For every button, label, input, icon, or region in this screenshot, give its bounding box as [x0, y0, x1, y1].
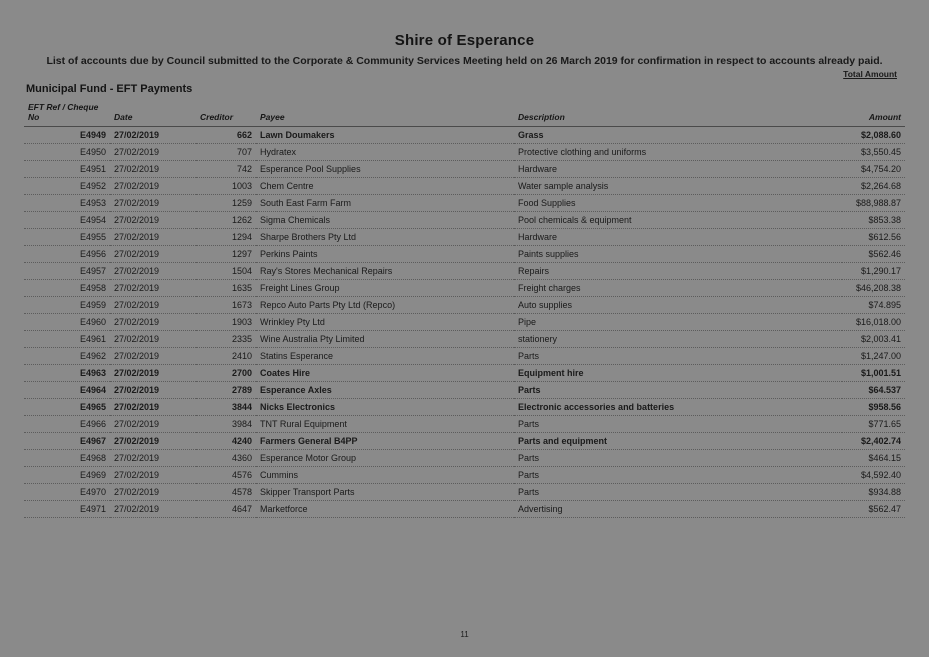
- cell-eft-ref: E4969: [24, 466, 110, 483]
- table-row: [24, 466, 905, 483]
- cell-payee: Farmers General B4PP: [256, 432, 514, 449]
- table-row: [24, 330, 905, 347]
- cell-description: Electronic accessories and batteries: [514, 398, 842, 415]
- cell-amount: $1,001.51: [842, 364, 905, 381]
- cell-eft-ref: E4966: [24, 415, 110, 432]
- cell-creditor: 1903: [196, 313, 256, 330]
- cell-creditor: 4240: [196, 432, 256, 449]
- cell-date: 27/02/2019: [110, 194, 196, 211]
- cell-creditor: 662: [196, 126, 256, 143]
- cell-payee: Freight Lines Group: [256, 279, 514, 296]
- cell-payee: South East Farm Farm: [256, 194, 514, 211]
- table-row: [24, 398, 905, 415]
- section-title: Municipal Fund - EFT Payments: [26, 83, 193, 95]
- cell-creditor: 2410: [196, 347, 256, 364]
- cell-eft-ref: E4959: [24, 296, 110, 313]
- cell-date: 27/02/2019: [110, 330, 196, 347]
- cell-date: 27/02/2019: [110, 415, 196, 432]
- cell-payee: Esperance Motor Group: [256, 449, 514, 466]
- table-row: [24, 177, 905, 194]
- table-header-row: [24, 103, 905, 126]
- cell-description: Protective clothing and uniforms: [514, 143, 842, 160]
- cell-payee: Marketforce: [256, 500, 514, 517]
- cell-eft-ref: E4954: [24, 211, 110, 228]
- cell-description: Food Supplies: [514, 194, 842, 211]
- cell-date: 27/02/2019: [110, 432, 196, 449]
- cell-description: Hardware: [514, 160, 842, 177]
- table-header: [24, 103, 905, 126]
- cell-payee: Cummins: [256, 466, 514, 483]
- table-row: [24, 449, 905, 466]
- cell-creditor: 2335: [196, 330, 256, 347]
- page-subtitle: List of accounts due by Council submitted to the Corporate & Community Services Meeting held on 26 March 2019 for confirmation in respect to accounts already paid.: [46, 55, 883, 67]
- cell-date: 27/02/2019: [110, 364, 196, 381]
- cell-date: 27/02/2019: [110, 228, 196, 245]
- cell-date: 27/02/2019: [110, 279, 196, 296]
- cell-payee: Skipper Transport Parts: [256, 483, 514, 500]
- cell-amount: $88,988.87: [842, 194, 905, 211]
- cell-amount: $46,208.38: [842, 279, 905, 296]
- cell-creditor: 1294: [196, 228, 256, 245]
- cell-payee: Esperance Pool Supplies: [256, 160, 514, 177]
- cell-amount: $16,018.00: [842, 313, 905, 330]
- cell-creditor: 1003: [196, 177, 256, 194]
- cell-amount: $74.895: [842, 296, 905, 313]
- cell-description: Auto supplies: [514, 296, 842, 313]
- cell-amount: $3,550.45: [842, 143, 905, 160]
- cell-description: Water sample analysis: [514, 177, 842, 194]
- cell-amount: $64.537: [842, 381, 905, 398]
- cell-amount: $612.56: [842, 228, 905, 245]
- cell-description: Parts and equipment: [514, 432, 842, 449]
- cell-amount: $771.65: [842, 415, 905, 432]
- cell-amount: $958.56: [842, 398, 905, 415]
- cell-amount: $562.46: [842, 245, 905, 262]
- cell-eft-ref: E4970: [24, 483, 110, 500]
- cell-payee: Sharpe Brothers Pty Ltd: [256, 228, 514, 245]
- column-header-description: Description: [514, 103, 842, 126]
- cell-payee: Ray's Stores Mechanical Repairs: [256, 262, 514, 279]
- cell-payee: TNT Rural Equipment: [256, 415, 514, 432]
- accounts-table: [24, 103, 905, 518]
- cell-payee: Repco Auto Parts Pty Ltd (Repco): [256, 296, 514, 313]
- cell-eft-ref: E4964: [24, 381, 110, 398]
- cell-payee: Esperance Axles: [256, 381, 514, 398]
- cell-payee: Chem Centre: [256, 177, 514, 194]
- cell-description: Pool chemicals & equipment: [514, 211, 842, 228]
- table-row: [24, 500, 905, 517]
- cell-payee: Coates Hire: [256, 364, 514, 381]
- cell-description: Hardware: [514, 228, 842, 245]
- column-header-creditor: Creditor: [196, 103, 256, 126]
- table-row: [24, 347, 905, 364]
- cell-description: Grass: [514, 126, 842, 143]
- cell-creditor: 1259: [196, 194, 256, 211]
- cell-creditor: 1673: [196, 296, 256, 313]
- table-row: [24, 364, 905, 381]
- cell-date: 27/02/2019: [110, 466, 196, 483]
- table-row: [24, 279, 905, 296]
- table-row: [24, 245, 905, 262]
- table-row: [24, 211, 905, 228]
- cell-payee: Wrinkley Pty Ltd: [256, 313, 514, 330]
- table-row: [24, 126, 905, 143]
- table-row: [24, 415, 905, 432]
- cell-date: 27/02/2019: [110, 483, 196, 500]
- cell-description: Advertising: [514, 500, 842, 517]
- cell-payee: Perkins Paints: [256, 245, 514, 262]
- cell-creditor: 3844: [196, 398, 256, 415]
- cell-eft-ref: E4963: [24, 364, 110, 381]
- table-body: [24, 126, 905, 517]
- cell-creditor: 707: [196, 143, 256, 160]
- cell-creditor: 1635: [196, 279, 256, 296]
- cell-creditor: 2789: [196, 381, 256, 398]
- cell-description: Parts: [514, 466, 842, 483]
- cell-payee: Statins Esperance: [256, 347, 514, 364]
- cell-creditor: 1262: [196, 211, 256, 228]
- cell-amount: $2,264.68: [842, 177, 905, 194]
- cell-description: Parts: [514, 449, 842, 466]
- cell-eft-ref: E4961: [24, 330, 110, 347]
- cell-eft-ref: E4952: [24, 177, 110, 194]
- cell-description: Freight charges: [514, 279, 842, 296]
- page-title: Shire of Esperance: [394, 32, 535, 49]
- cell-date: 27/02/2019: [110, 449, 196, 466]
- column-header-amount: Amount: [842, 103, 905, 126]
- cell-amount: $853.38: [842, 211, 905, 228]
- table-row: [24, 313, 905, 330]
- cell-date: 27/02/2019: [110, 347, 196, 364]
- cell-date: 27/02/2019: [110, 500, 196, 517]
- cell-payee: Sigma Chemicals: [256, 211, 514, 228]
- cell-eft-ref: E4962: [24, 347, 110, 364]
- cell-date: 27/02/2019: [110, 381, 196, 398]
- cell-date: 27/02/2019: [110, 160, 196, 177]
- cell-eft-ref: E4951: [24, 160, 110, 177]
- cell-description: Paints supplies: [514, 245, 842, 262]
- cell-creditor: 4576: [196, 466, 256, 483]
- page-number: 11: [460, 630, 469, 639]
- cell-creditor: 4578: [196, 483, 256, 500]
- table-row: [24, 194, 905, 211]
- table-row: [24, 143, 905, 160]
- cell-payee: Hydratex: [256, 143, 514, 160]
- cell-creditor: 1504: [196, 262, 256, 279]
- cell-date: 27/02/2019: [110, 262, 196, 279]
- cell-date: 27/02/2019: [110, 398, 196, 415]
- cell-date: 27/02/2019: [110, 296, 196, 313]
- total-amount-label: Total Amount: [843, 69, 897, 79]
- cell-payee: Nicks Electronics: [256, 398, 514, 415]
- cell-amount: $2,088.60: [842, 126, 905, 143]
- cell-date: 27/02/2019: [110, 245, 196, 262]
- cell-eft-ref: E4950: [24, 143, 110, 160]
- cell-eft-ref: E4971: [24, 500, 110, 517]
- cell-date: 27/02/2019: [110, 177, 196, 194]
- cell-date: 27/02/2019: [110, 211, 196, 228]
- cell-description: Pipe: [514, 313, 842, 330]
- cell-eft-ref: E4949: [24, 126, 110, 143]
- cell-amount: $1,290.17: [842, 262, 905, 279]
- cell-amount: $2,003.41: [842, 330, 905, 347]
- cell-description: Parts: [514, 381, 842, 398]
- cell-amount: $4,592.40: [842, 466, 905, 483]
- cell-amount: $1,247.00: [842, 347, 905, 364]
- cell-eft-ref: E4967: [24, 432, 110, 449]
- table-row: [24, 160, 905, 177]
- cell-eft-ref: E4968: [24, 449, 110, 466]
- cell-date: 27/02/2019: [110, 143, 196, 160]
- cell-eft-ref: E4965: [24, 398, 110, 415]
- cell-amount: $464.15: [842, 449, 905, 466]
- cell-eft-ref: E4956: [24, 245, 110, 262]
- cell-payee: Lawn Doumakers: [256, 126, 514, 143]
- cell-creditor: 4360: [196, 449, 256, 466]
- cell-creditor: 2700: [196, 364, 256, 381]
- cell-amount: $4,754.20: [842, 160, 905, 177]
- cell-amount: $562.47: [842, 500, 905, 517]
- table-row: [24, 228, 905, 245]
- cell-description: stationery: [514, 330, 842, 347]
- cell-eft-ref: E4955: [24, 228, 110, 245]
- cell-description: Parts: [514, 415, 842, 432]
- cell-eft-ref: E4958: [24, 279, 110, 296]
- cell-description: Equipment hire: [514, 364, 842, 381]
- cell-amount: $934.88: [842, 483, 905, 500]
- cell-description: Parts: [514, 347, 842, 364]
- cell-description: Repairs: [514, 262, 842, 279]
- table-row: [24, 432, 905, 449]
- cell-creditor: 4647: [196, 500, 256, 517]
- table-row: [24, 483, 905, 500]
- table-row: [24, 296, 905, 313]
- cell-date: 27/02/2019: [110, 313, 196, 330]
- table-row: [24, 381, 905, 398]
- cell-eft-ref: E4957: [24, 262, 110, 279]
- cell-description: Parts: [514, 483, 842, 500]
- cell-creditor: 742: [196, 160, 256, 177]
- cell-payee: Wine Australia Pty Limited: [256, 330, 514, 347]
- column-header-payee: Payee: [256, 103, 514, 126]
- cell-date: 27/02/2019: [110, 126, 196, 143]
- column-header-eft: EFT Ref / Cheque No: [24, 103, 110, 126]
- table-row: [24, 262, 905, 279]
- cell-creditor: 1297: [196, 245, 256, 262]
- cell-creditor: 3984: [196, 415, 256, 432]
- cell-amount: $2,402.74: [842, 432, 905, 449]
- column-header-date: Date: [110, 103, 196, 126]
- cell-eft-ref: E4960: [24, 313, 110, 330]
- cell-eft-ref: E4953: [24, 194, 110, 211]
